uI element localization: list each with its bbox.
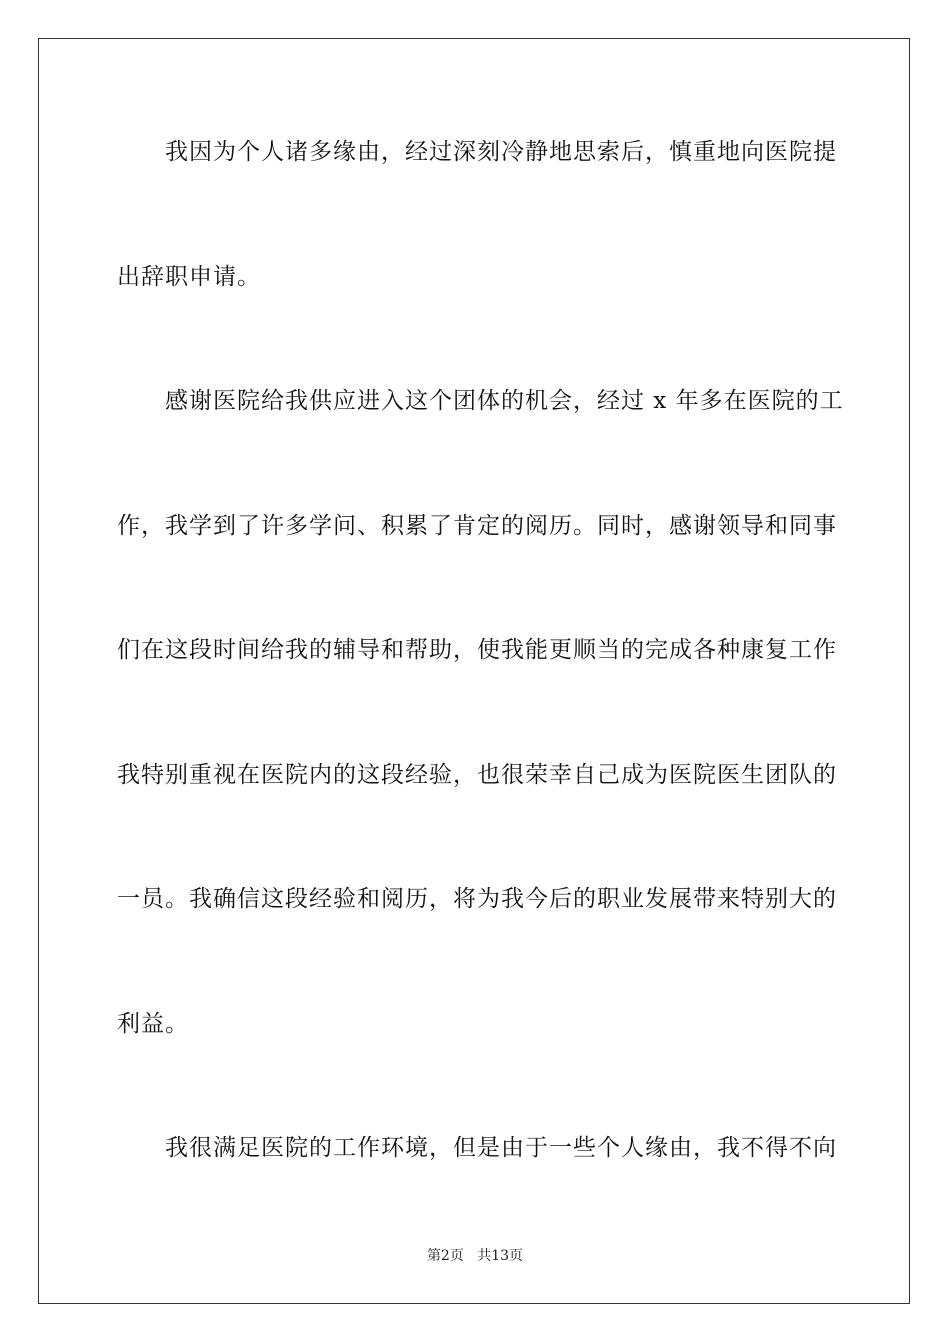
paragraph-2-line-4: 我特别重视在医院内的这段经验，也很荣幸自己成为医院医生团队的 (117, 762, 837, 788)
paragraph-2-line-1: 感谢医院给我供应进入这个团体的机会，经过 x 年多在医院的工 (165, 388, 844, 414)
paragraph-3-line-1: 我很满足医院的工作环境，但是由于一些个人缘由，我不得不向 (165, 1135, 837, 1161)
page-footer (0, 1247, 950, 1265)
paragraph-2-line-3: 们在这段时间给我的辅导和帮助，使我能更顺当的完成各种康复工作 (117, 637, 837, 663)
paragraph-2-line-2: 作，我学到了许多学问、积累了肯定的阅历。同时，感谢领导和同事 (117, 513, 837, 539)
paragraph-2-line-5: 一员。我确信这段经验和阅历，将为我今后的职业发展带来特别大的 (117, 886, 837, 912)
page-border (38, 38, 910, 1304)
page-total: 共13页 (477, 1248, 524, 1264)
page-number: 第2页 (426, 1248, 464, 1264)
paragraph-1-line-2: 出辞职申请。 (117, 264, 261, 290)
paragraph-1-line-1: 我因为个人诸多缘由，经过深刻冷静地思索后，慎重地向医院提 (165, 139, 837, 165)
paragraph-2-line-6: 利益。 (117, 1011, 189, 1037)
